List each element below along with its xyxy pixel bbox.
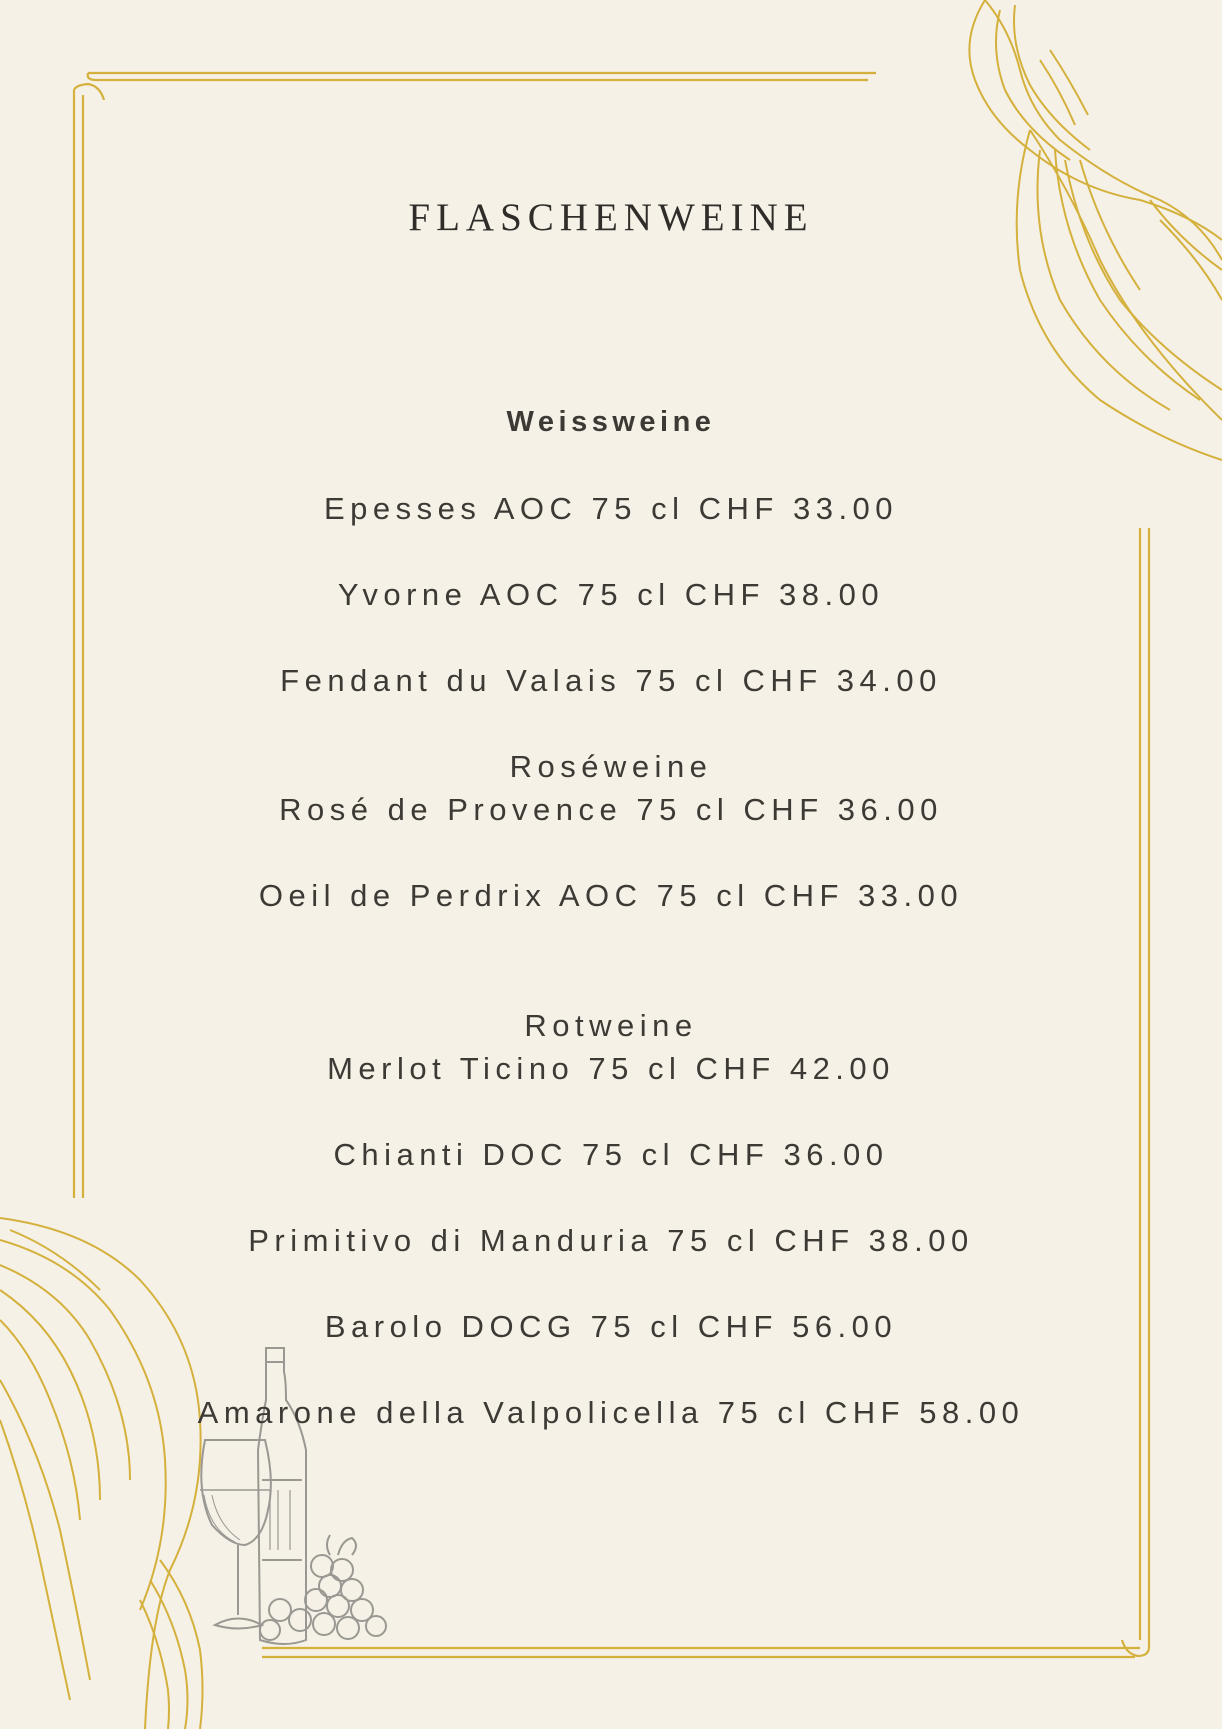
leaf-decoration-bottom-left <box>0 1218 203 1729</box>
menu-title: FLASCHENWEINE <box>408 196 814 239</box>
section-heading-weissweine: Weissweine <box>506 406 716 438</box>
menu-item: Barolo DOCG 75 cl CHF 56.00 <box>324 1309 898 1344</box>
menu-item: Primitivo di Manduria 75 cl CHF 38.00 <box>248 1223 974 1258</box>
menu-item: Yvorne AOC 75 cl CHF 38.00 <box>337 577 885 612</box>
menu-item: Oeil de Perdrix AOC 75 cl CHF 33.00 <box>258 878 964 913</box>
section-heading-roseweine: Roséweine <box>509 749 713 784</box>
menu-item: Merlot Ticino 75 cl CHF 42.00 <box>327 1051 895 1086</box>
menu-item: Chianti DOC 75 cl CHF 36.00 <box>333 1137 889 1172</box>
menu-item: Rosé de Provence 75 cl CHF 36.00 <box>279 792 943 827</box>
menu-item: Epesses AOC 75 cl CHF 33.00 <box>323 491 899 526</box>
section-heading-rotweine: Rotweine <box>524 1008 698 1043</box>
menu-item: Fendant du Valais 75 cl CHF 34.00 <box>280 663 942 698</box>
menu-item: Amarone della Valpolicella 75 cl CHF 58.00 <box>197 1395 1025 1430</box>
